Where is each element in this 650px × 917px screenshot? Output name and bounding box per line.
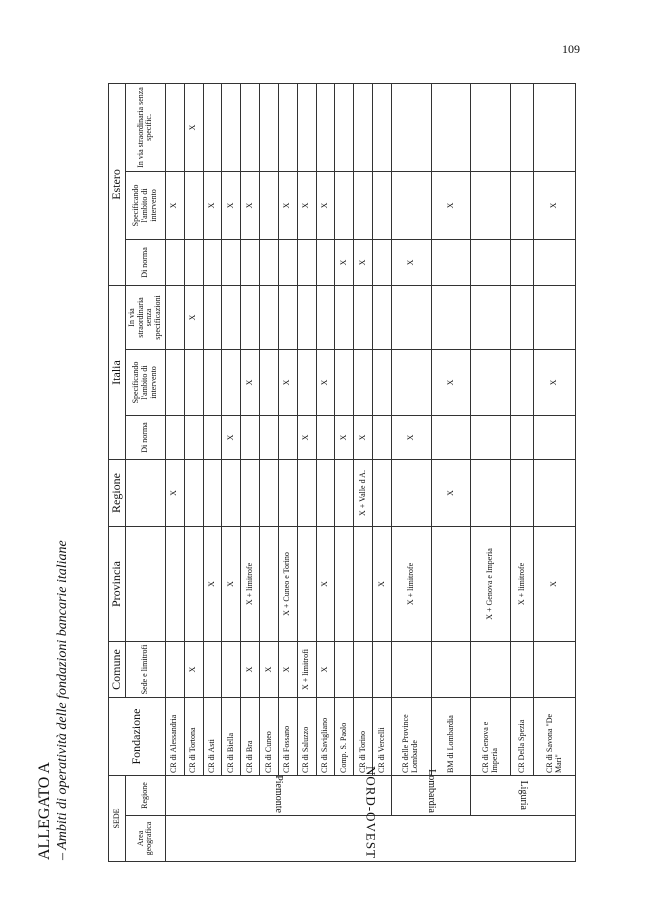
page-subtitle: – Ambiti di operatività delle fondazioni bancarie italiane — [55, 540, 70, 860]
cell-it-norma: X — [335, 416, 354, 460]
region-label: Lombardia — [425, 769, 437, 813]
cell-it-straord — [511, 285, 534, 349]
cell-it-spec — [260, 350, 279, 416]
table-row — [165, 83, 184, 861]
cell-provincia: X — [203, 527, 222, 642]
cell-comune — [471, 642, 511, 698]
cell-es-norma — [471, 239, 511, 285]
cell-it-straord — [316, 285, 335, 349]
region-label: Liguria — [517, 780, 529, 811]
fondazione-name: CR di Saluzzo — [297, 698, 316, 776]
cell-it-straord — [260, 285, 279, 349]
cell-es-spec: X — [316, 171, 335, 239]
cell-regione — [184, 460, 203, 527]
cell-regione — [222, 460, 241, 527]
cell-it-spec: X — [431, 350, 471, 416]
cell-it-norma — [372, 416, 391, 460]
cell-it-spec — [165, 350, 184, 416]
estero-header: Estero — [109, 83, 126, 285]
fondazione-name: CR di Savigliano — [316, 698, 335, 776]
cell-es-straord — [222, 83, 241, 171]
cell-es-spec — [471, 171, 511, 239]
cell-es-norma — [260, 239, 279, 285]
sede-header: SEDE — [109, 776, 126, 862]
cell-provincia — [431, 527, 471, 642]
fondazione-name: CR di Asti — [203, 698, 222, 776]
cell-regione — [297, 460, 316, 527]
cell-regione — [391, 460, 431, 527]
provincia-header: Provincia — [109, 527, 126, 642]
cell-es-norma — [297, 239, 316, 285]
cell-comune — [372, 642, 391, 698]
cell-es-norma — [431, 239, 471, 285]
cell-es-norma — [372, 239, 391, 285]
cell-comune — [203, 642, 222, 698]
cell-es-straord — [203, 83, 222, 171]
cell-it-norma: X — [354, 416, 373, 460]
cell-es-straord — [260, 83, 279, 171]
table-row — [391, 83, 431, 861]
table-row — [184, 83, 203, 861]
cell-es-straord — [511, 83, 534, 171]
fondazione-name: CR delle Province Lombarde — [391, 698, 431, 776]
area-label: NORD-OVEST — [363, 765, 379, 859]
cell-it-spec — [184, 350, 203, 416]
table-row — [431, 83, 471, 861]
cell-it-norma — [241, 416, 260, 460]
cell-it-spec: X — [316, 350, 335, 416]
cell-it-norma — [203, 416, 222, 460]
cell-it-straord — [335, 285, 354, 349]
cell-regione: X — [431, 460, 471, 527]
cell-es-straord — [391, 83, 431, 171]
fondazione-name: CR di Savona "De Mari" — [534, 698, 576, 776]
cell-it-straord — [222, 285, 241, 349]
cell-it-spec — [471, 350, 511, 416]
cell-comune: X + limitrofi — [297, 642, 316, 698]
cell-comune — [534, 642, 576, 698]
table-row — [278, 83, 297, 861]
cell-it-straord — [354, 285, 373, 349]
provincia-sub-header — [125, 527, 165, 642]
cell-it-norma — [534, 416, 576, 460]
cell-es-straord — [372, 83, 391, 171]
table-row — [260, 83, 279, 861]
cell-es-straord: X — [184, 83, 203, 171]
cell-regione — [511, 460, 534, 527]
estero-spec-header: Specificando l'ambito di intervento — [125, 171, 165, 239]
cell-es-spec — [391, 171, 431, 239]
fondazione-name: CR di Cuneo — [260, 698, 279, 776]
cell-comune — [335, 642, 354, 698]
region-cell — [471, 776, 576, 816]
fondazione-name: CR di Torino — [354, 698, 373, 776]
region-label: Piemonte — [272, 775, 284, 813]
cell-es-straord — [165, 83, 184, 171]
cell-es-spec: X — [534, 171, 576, 239]
cell-provincia — [297, 527, 316, 642]
cell-it-norma: X — [391, 416, 431, 460]
cell-comune — [354, 642, 373, 698]
cell-es-straord — [354, 83, 373, 171]
cell-es-straord — [335, 83, 354, 171]
cell-it-straord — [241, 285, 260, 349]
cell-comune — [391, 642, 431, 698]
regione-header: Regione — [125, 776, 165, 816]
cell-it-straord — [297, 285, 316, 349]
fondazione-name: CR di Bra — [241, 698, 260, 776]
italia-spec-header: Specificando l'ambito di intervento — [125, 350, 165, 416]
cell-provincia: X — [222, 527, 241, 642]
cell-es-norma: X — [354, 239, 373, 285]
cell-comune — [165, 642, 184, 698]
cell-es-norma — [203, 239, 222, 285]
page-number: 109 — [562, 42, 580, 56]
cell-comune — [431, 642, 471, 698]
cell-es-norma: X — [335, 239, 354, 285]
cell-comune: X — [241, 642, 260, 698]
cell-es-norma — [534, 239, 576, 285]
cell-comune: X — [184, 642, 203, 698]
table-row — [222, 83, 241, 861]
cell-it-norma — [278, 416, 297, 460]
cell-it-norma: X — [222, 416, 241, 460]
cell-provincia: X + Genova e Imperia — [471, 527, 511, 642]
cell-provincia — [260, 527, 279, 642]
table-row — [297, 83, 316, 861]
cell-provincia: X — [372, 527, 391, 642]
cell-es-norma — [184, 239, 203, 285]
cell-es-straord — [241, 83, 260, 171]
cell-regione — [203, 460, 222, 527]
cell-es-straord — [431, 83, 471, 171]
cell-regione — [316, 460, 335, 527]
cell-it-straord — [165, 285, 184, 349]
cell-es-straord — [316, 83, 335, 171]
cell-es-spec — [335, 171, 354, 239]
table-row — [335, 83, 354, 861]
estero-norma-header: Di norma — [125, 239, 165, 285]
header-row-1 — [109, 83, 126, 861]
estero-straord-header: In via straordinaria senza specific. — [125, 83, 165, 171]
cell-es-spec — [372, 171, 391, 239]
fondazione-name: BM di Lombardia — [431, 698, 471, 776]
cell-comune: X — [316, 642, 335, 698]
table-row — [203, 83, 222, 861]
area-header: Area geografica — [125, 816, 165, 862]
cell-it-spec — [222, 350, 241, 416]
cell-provincia — [354, 527, 373, 642]
cell-es-norma — [511, 239, 534, 285]
cell-es-spec — [354, 171, 373, 239]
table-row — [511, 83, 534, 861]
cell-it-straord — [534, 285, 576, 349]
cell-es-spec: X — [431, 171, 471, 239]
region-cell — [391, 769, 471, 816]
cell-provincia: X + limitrofe — [391, 527, 431, 642]
cell-es-straord — [471, 83, 511, 171]
cell-es-spec: X — [222, 171, 241, 239]
fondazione-name: CR di Fossano — [278, 698, 297, 776]
cell-it-straord — [431, 285, 471, 349]
cell-regione — [471, 460, 511, 527]
cell-provincia: X + limitrofe — [511, 527, 534, 642]
cell-it-spec: X — [241, 350, 260, 416]
cell-regione — [534, 460, 576, 527]
italia-header: Italia — [109, 285, 126, 459]
cell-es-spec: X — [241, 171, 260, 239]
cell-comune: X — [278, 642, 297, 698]
cell-it-straord — [471, 285, 511, 349]
cell-regione — [372, 460, 391, 527]
cell-es-spec — [511, 171, 534, 239]
cell-it-straord: X — [184, 285, 203, 349]
cell-it-norma — [260, 416, 279, 460]
cell-es-norma: X — [391, 239, 431, 285]
cell-es-spec: X — [203, 171, 222, 239]
cell-provincia — [184, 527, 203, 642]
cell-regione — [241, 460, 260, 527]
cell-comune — [222, 642, 241, 698]
cell-regione: X — [165, 460, 184, 527]
cell-it-straord — [203, 285, 222, 349]
cell-regione — [260, 460, 279, 527]
cell-it-norma — [511, 416, 534, 460]
table-row — [354, 83, 373, 861]
cell-it-spec — [203, 350, 222, 416]
cell-it-spec — [335, 350, 354, 416]
cell-provincia: X + Cuneo e Torino — [278, 527, 297, 642]
regione-col-header: Regione — [109, 460, 126, 527]
cell-it-spec — [297, 350, 316, 416]
region-cell — [165, 776, 391, 816]
cell-it-norma — [431, 416, 471, 460]
cell-it-norma: X — [297, 416, 316, 460]
cell-provincia: X — [534, 527, 576, 642]
cell-it-spec — [391, 350, 431, 416]
cell-it-spec: X — [278, 350, 297, 416]
cell-it-spec: X — [534, 350, 576, 416]
cell-it-spec — [372, 350, 391, 416]
cell-it-norma — [471, 416, 511, 460]
cell-es-spec — [260, 171, 279, 239]
cell-es-norma — [241, 239, 260, 285]
cell-es-straord — [534, 83, 576, 171]
table-row — [316, 83, 335, 861]
cell-it-straord — [278, 285, 297, 349]
cell-provincia: X + limitrofe — [241, 527, 260, 642]
cell-es-norma — [278, 239, 297, 285]
cell-it-spec — [354, 350, 373, 416]
cell-es-spec: X — [278, 171, 297, 239]
cell-regione: X + Valle d A. — [354, 460, 373, 527]
fondazione-name: CR di Biella — [222, 698, 241, 776]
italia-straord-header: In via straordinaria senza specificazioni — [125, 285, 165, 349]
regione-sub-header — [125, 460, 165, 527]
italia-norma-header: Di norma — [125, 416, 165, 460]
cell-comune — [511, 642, 534, 698]
cell-it-norma — [316, 416, 335, 460]
cell-provincia — [165, 527, 184, 642]
page-title: ALLEGATO A — [36, 762, 53, 860]
fondazione-name: CR Della Spezia — [511, 698, 534, 776]
cell-es-spec — [184, 171, 203, 239]
cell-provincia — [335, 527, 354, 642]
fondazione-name: CR di Tortona — [184, 698, 203, 776]
cell-it-norma — [165, 416, 184, 460]
cell-es-norma — [316, 239, 335, 285]
cell-es-straord — [297, 83, 316, 171]
operativity-table — [108, 84, 576, 862]
comune-header: Comune — [109, 642, 126, 698]
cell-it-norma — [184, 416, 203, 460]
comune-sub-header: Sede e limitrofi — [125, 642, 165, 698]
fondazione-name: CR di Vercelli — [372, 698, 391, 776]
fondazione-name: CR di Alessandria — [165, 698, 184, 776]
cell-provincia: X — [316, 527, 335, 642]
cell-regione — [278, 460, 297, 527]
cell-es-straord — [278, 83, 297, 171]
table-row — [534, 83, 576, 861]
cell-comune: X — [260, 642, 279, 698]
cell-es-spec: X — [165, 171, 184, 239]
fondazione-name: CR di Genova e Imperia — [471, 698, 511, 776]
title-block — [35, 160, 71, 860]
fondazione-header: Fondazione — [109, 698, 166, 776]
cell-it-spec — [511, 350, 534, 416]
cell-es-norma — [165, 239, 184, 285]
cell-regione — [335, 460, 354, 527]
cell-it-straord — [372, 285, 391, 349]
table-row — [471, 83, 511, 861]
cell-it-straord — [391, 285, 431, 349]
fondazione-name: Comp. S. Paolo — [335, 698, 354, 776]
table-row — [241, 83, 260, 861]
table-row — [372, 83, 391, 861]
cell-es-spec: X — [297, 171, 316, 239]
cell-es-norma — [222, 239, 241, 285]
